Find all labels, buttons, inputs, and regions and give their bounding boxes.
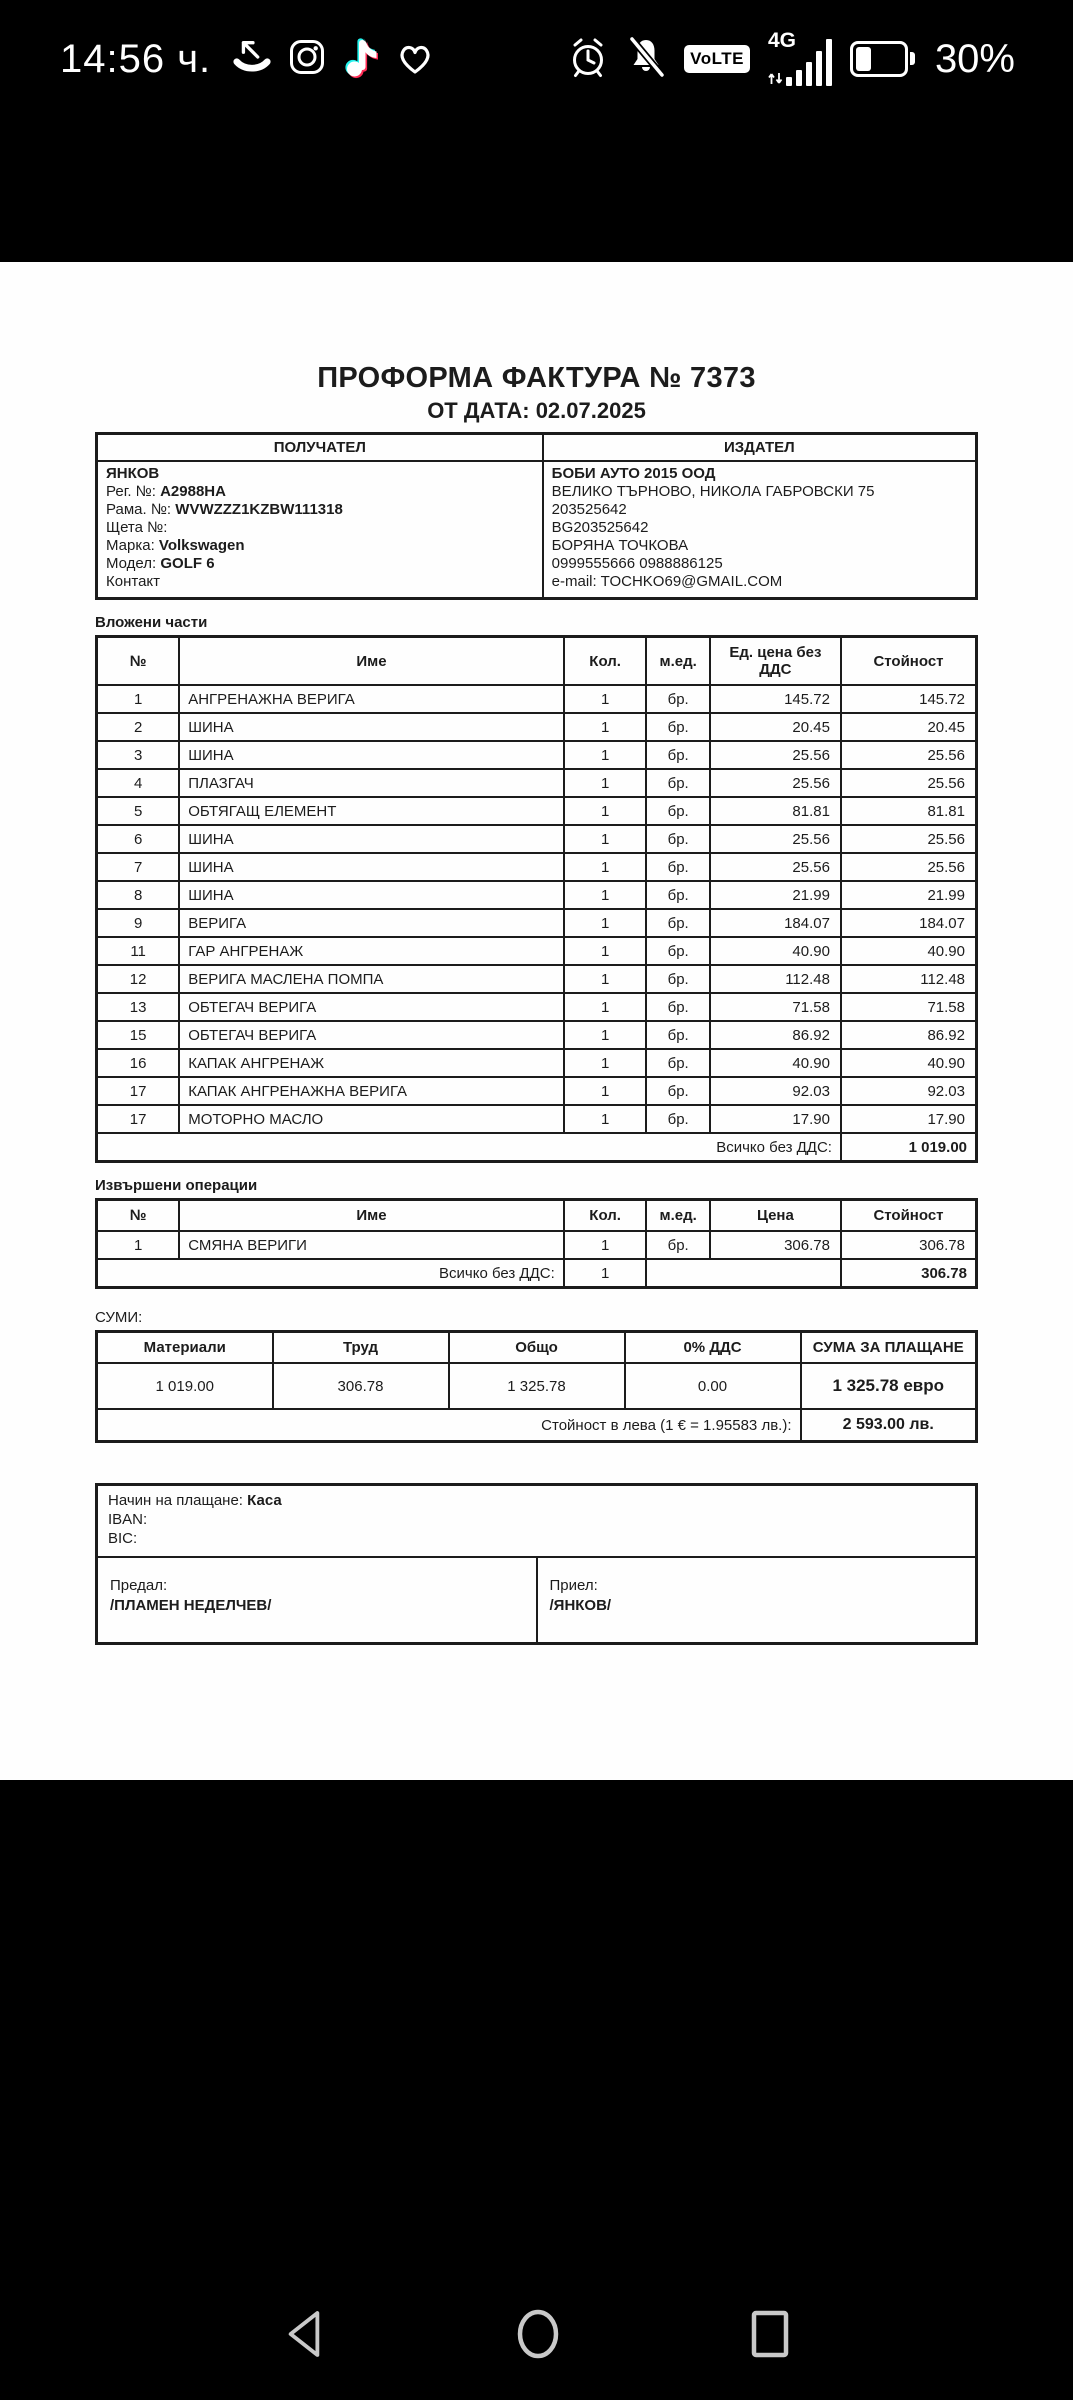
sums-leva-row (97, 1409, 977, 1442)
issuer-address: ВЕЛИКО ТЪРНОВО, НИКОЛА ГАБРОВСКИ 75 (551, 483, 875, 500)
sums-header-row: Материали Труд Общо 0% ДДС СУМА ЗА ПЛАЩАНЕ (97, 1332, 977, 1364)
sums-table (95, 1330, 978, 1443)
part-unit: бр. (646, 1077, 709, 1105)
part-total: 20.45 (841, 713, 977, 741)
part-unit-price: 92.03 (710, 1077, 841, 1105)
part-total: 112.48 (841, 965, 977, 993)
home-icon (516, 2308, 560, 2360)
part-qty: 1 (564, 909, 647, 937)
part-unit-price: 81.81 (710, 797, 841, 825)
issuer-cell (543, 461, 977, 599)
recipient-cell (97, 461, 543, 599)
recents-icon (750, 2309, 790, 2359)
part-unit: бр. (646, 993, 709, 1021)
part-unit-price: 86.92 (710, 1021, 841, 1049)
parts-total-row (97, 1133, 977, 1162)
parts-row (97, 825, 977, 853)
status-bar-right (568, 29, 1015, 86)
part-unit: бр. (646, 1021, 709, 1049)
operations-table (95, 1198, 978, 1289)
handed-label: Предал: (110, 1577, 168, 1594)
part-qty: 1 (564, 1077, 647, 1105)
part-no: 2 (97, 713, 180, 741)
part-unit: бр. (646, 741, 709, 769)
recipient-model: Модел: GOLF 6 (106, 555, 215, 572)
part-name: МОТОРНО МАСЛО (179, 1105, 564, 1133)
part-name: ОБТЕГАЧ ВЕРИГА (179, 993, 564, 1021)
part-unit: бр. (646, 909, 709, 937)
battery-icon (850, 41, 908, 77)
part-qty: 1 (564, 937, 647, 965)
part-total: 25.56 (841, 825, 977, 853)
part-unit: бр. (646, 1105, 709, 1133)
operations-section-title: Извършени операции (95, 1177, 258, 1194)
part-unit-price: 112.48 (710, 965, 841, 993)
part-no: 17 (97, 1105, 180, 1133)
part-name: КАПАК АНГРЕНАЖ (179, 1049, 564, 1077)
parts-total-label: Всичко без ДДС: (97, 1133, 841, 1162)
parts-row (97, 797, 977, 825)
parts-row (97, 685, 977, 713)
part-total: 25.56 (841, 769, 977, 797)
part-name: ПЛАЗГАЧ (179, 769, 564, 797)
operation-name: СМЯНА ВЕРИГИ (179, 1231, 564, 1259)
part-unit-price: 20.45 (710, 713, 841, 741)
part-total: 25.56 (841, 741, 977, 769)
part-total: 81.81 (841, 797, 977, 825)
status-bar (0, 0, 1073, 118)
parts-row (97, 713, 977, 741)
invoice-title: ПРОФОРМА ФАКТУРА № 7373 (317, 362, 756, 394)
part-total: 86.92 (841, 1021, 977, 1049)
battery-nub (910, 52, 915, 65)
operations-total-value: 306.78 (841, 1259, 977, 1288)
back-button[interactable] (283, 2307, 325, 2361)
part-qty: 1 (564, 993, 647, 1021)
issuer-vat: BG203525642 (551, 519, 649, 536)
part-unit: бр. (646, 713, 709, 741)
part-name: ОБТЕГАЧ ВЕРИГА (179, 1021, 564, 1049)
part-unit: бр. (646, 769, 709, 797)
sum-payable: 1 325.78 евро (801, 1363, 977, 1409)
operation-no: 1 (97, 1231, 180, 1259)
parts-row (97, 993, 977, 1021)
received-by-cell (537, 1557, 977, 1644)
part-no: 17 (97, 1077, 180, 1105)
alarm-icon (568, 35, 608, 84)
part-unit-price: 17.90 (710, 1105, 841, 1133)
operations-total-row (97, 1259, 977, 1288)
part-no: 8 (97, 881, 180, 909)
recipient-claim: Щета №: (106, 519, 168, 536)
parts-row (97, 937, 977, 965)
part-name: ШИНА (179, 853, 564, 881)
parts-section-title: Вложени части (95, 614, 208, 631)
part-name: ШИНА (179, 825, 564, 853)
heart-icon (393, 37, 437, 82)
signal-bars-icon (786, 34, 833, 86)
operations-total-spacer (646, 1259, 840, 1288)
operation-row (97, 1231, 977, 1259)
part-qty: 1 (564, 769, 647, 797)
leva-value: 2 593.00 лв. (801, 1409, 977, 1442)
handed-name: /ПЛАМЕН НЕДЕЛЧЕВ/ (110, 1597, 272, 1614)
instagram-icon (287, 37, 327, 82)
part-unit: бр. (646, 685, 709, 713)
part-unit: бр. (646, 937, 709, 965)
sum-vat: 0.00 (625, 1363, 801, 1409)
issuer-phones: 0999555666 0988886125 (551, 555, 723, 572)
part-unit-price: 184.07 (710, 909, 841, 937)
parts-header-row: № Име Кол. м.ед. Ед. цена без ДДС Стойност (97, 637, 977, 686)
parts-row (97, 1077, 977, 1105)
back-icon (283, 2307, 325, 2361)
part-unit: бр. (646, 853, 709, 881)
parts-row (97, 1021, 977, 1049)
network-type-label: 4G (767, 29, 796, 52)
parts-row (97, 965, 977, 993)
operations-header-row: № Име Кол. м.ед. Цена Стойност (97, 1200, 977, 1232)
part-total: 92.03 (841, 1077, 977, 1105)
part-qty: 1 (564, 685, 647, 713)
part-qty: 1 (564, 741, 647, 769)
invoice-document (0, 262, 1073, 1645)
tiktok-icon (342, 34, 378, 85)
part-no: 11 (97, 937, 180, 965)
parts-row (97, 1105, 977, 1133)
part-unit: бр. (646, 1049, 709, 1077)
payment-info-cell (97, 1485, 977, 1558)
recipient-name: ЯНКОВ (106, 465, 160, 482)
part-no: 1 (97, 685, 180, 713)
part-total: 40.90 (841, 937, 977, 965)
parts-row (97, 741, 977, 769)
parts-row (97, 1049, 977, 1077)
part-name: ШИНА (179, 713, 564, 741)
part-qty: 1 (564, 825, 647, 853)
home-button[interactable] (516, 2308, 560, 2360)
parts-table (95, 635, 978, 1163)
part-unit-price: 25.56 (710, 769, 841, 797)
battery-level-fill (856, 47, 871, 71)
issuer-bulstat: 203525642 (551, 501, 627, 518)
part-name: ШИНА (179, 881, 564, 909)
part-unit: бр. (646, 881, 709, 909)
volte-badge-icon: VoLTE (684, 45, 750, 73)
part-no: 6 (97, 825, 180, 853)
received-label: Приел: (549, 1577, 598, 1594)
parts-row (97, 909, 977, 937)
part-total: 40.90 (841, 1049, 977, 1077)
part-no: 3 (97, 741, 180, 769)
sums-section-title: СУМИ: (95, 1309, 143, 1326)
part-no: 13 (97, 993, 180, 1021)
part-qty: 1 (564, 853, 647, 881)
issuer-name: БОБИ АУТО 2015 ООД (551, 465, 716, 482)
recipient-header: ПОЛУЧАТЕЛ (97, 434, 543, 462)
parts-total-value: 1 019.00 (841, 1133, 977, 1162)
payment-box (95, 1483, 978, 1645)
part-no: 16 (97, 1049, 180, 1077)
part-name: ОБТЯГАЩ ЕЛЕМЕНТ (179, 797, 564, 825)
part-no: 12 (97, 965, 180, 993)
part-unit-price: 25.56 (710, 825, 841, 853)
clock-text: 14:56 ч. (60, 36, 212, 81)
iban-line: IBAN: (108, 1511, 148, 1528)
bic-line: BIC: (108, 1530, 138, 1547)
sum-total: 1 325.78 (449, 1363, 625, 1409)
part-unit-price: 40.90 (710, 1049, 841, 1077)
payment-method-line: Начин на плащане: Каса (108, 1492, 282, 1509)
part-name: ШИНА (179, 741, 564, 769)
part-unit: бр. (646, 797, 709, 825)
handed-by-cell (97, 1557, 537, 1644)
issuer-email: e-mail: TOCHKO69@GMAIL.COM (551, 573, 783, 590)
status-bar-left (60, 34, 437, 85)
missed-call-icon (232, 37, 272, 82)
part-total: 25.56 (841, 853, 977, 881)
part-name: ВЕРИГА МАСЛЕНА ПОМПА (179, 965, 564, 993)
part-name: КАПАК АНГРЕНАЖНА ВЕРИГА (179, 1077, 564, 1105)
sum-materials: 1 019.00 (97, 1363, 273, 1409)
operation-qty: 1 (564, 1231, 647, 1259)
issuer-person: БОРЯНА ТОЧКОВА (551, 537, 689, 554)
received-name: /ЯНКОВ/ (549, 1597, 612, 1614)
parts-row (97, 881, 977, 909)
part-name: ВЕРИГА (179, 909, 564, 937)
recipient-brand: Марка: Volkswagen (106, 537, 245, 554)
part-no: 5 (97, 797, 180, 825)
part-unit: бр. (646, 825, 709, 853)
part-qty: 1 (564, 1049, 647, 1077)
part-total: 71.58 (841, 993, 977, 1021)
android-nav-bar (0, 2268, 1073, 2400)
parts-row (97, 853, 977, 881)
invoice-date: ОТ ДАТА: 02.07.2025 (427, 398, 646, 423)
data-arrows-icon (767, 71, 784, 86)
operation-price: 306.78 (710, 1231, 841, 1259)
part-qty: 1 (564, 713, 647, 741)
recipient-frame: Рама. №: WVWZZZ1KZBW111318 (106, 501, 343, 518)
part-unit: бр. (646, 965, 709, 993)
part-unit-price: 25.56 (710, 741, 841, 769)
recipient-contact: Контакт (106, 573, 161, 590)
part-total: 184.07 (841, 909, 977, 937)
operation-total: 306.78 (841, 1231, 977, 1259)
sums-values-row (97, 1363, 977, 1409)
part-name: ГАР АНГРЕНАЖ (179, 937, 564, 965)
part-qty: 1 (564, 965, 647, 993)
operations-total-qty: 1 (564, 1259, 647, 1288)
leva-label: Стойност в лева (1 € = 1.95583 лв.): (97, 1409, 801, 1442)
issuer-header: ИЗДАТЕЛ (543, 434, 977, 462)
signal-4g-icon (767, 29, 833, 86)
part-qty: 1 (564, 1021, 647, 1049)
parts-row (97, 769, 977, 797)
notifications-muted-icon (625, 35, 667, 84)
part-unit-price: 21.99 (710, 881, 841, 909)
part-no: 15 (97, 1021, 180, 1049)
recipient-reg: Рег. №: А2988НА (106, 483, 226, 500)
operations-total-label: Всичко без ДДС: (97, 1259, 564, 1288)
recents-button[interactable] (750, 2309, 790, 2359)
part-qty: 1 (564, 1105, 647, 1133)
sum-labor: 306.78 (273, 1363, 449, 1409)
part-name: АНГРЕНАЖНА ВЕРИГА (179, 685, 564, 713)
part-unit-price: 40.90 (710, 937, 841, 965)
part-unit-price: 71.58 (710, 993, 841, 1021)
part-no: 4 (97, 769, 180, 797)
battery-percent-text: 30% (934, 36, 1015, 81)
parties-table (95, 432, 978, 600)
part-qty: 1 (564, 881, 647, 909)
operation-unit: бр. (646, 1231, 709, 1259)
part-total: 145.72 (841, 685, 977, 713)
part-unit-price: 145.72 (710, 685, 841, 713)
part-qty: 1 (564, 797, 647, 825)
part-total: 21.99 (841, 881, 977, 909)
part-unit-price: 25.56 (710, 853, 841, 881)
part-no: 9 (97, 909, 180, 937)
part-no: 7 (97, 853, 180, 881)
part-total: 17.90 (841, 1105, 977, 1133)
document-page[interactable] (0, 262, 1073, 1780)
